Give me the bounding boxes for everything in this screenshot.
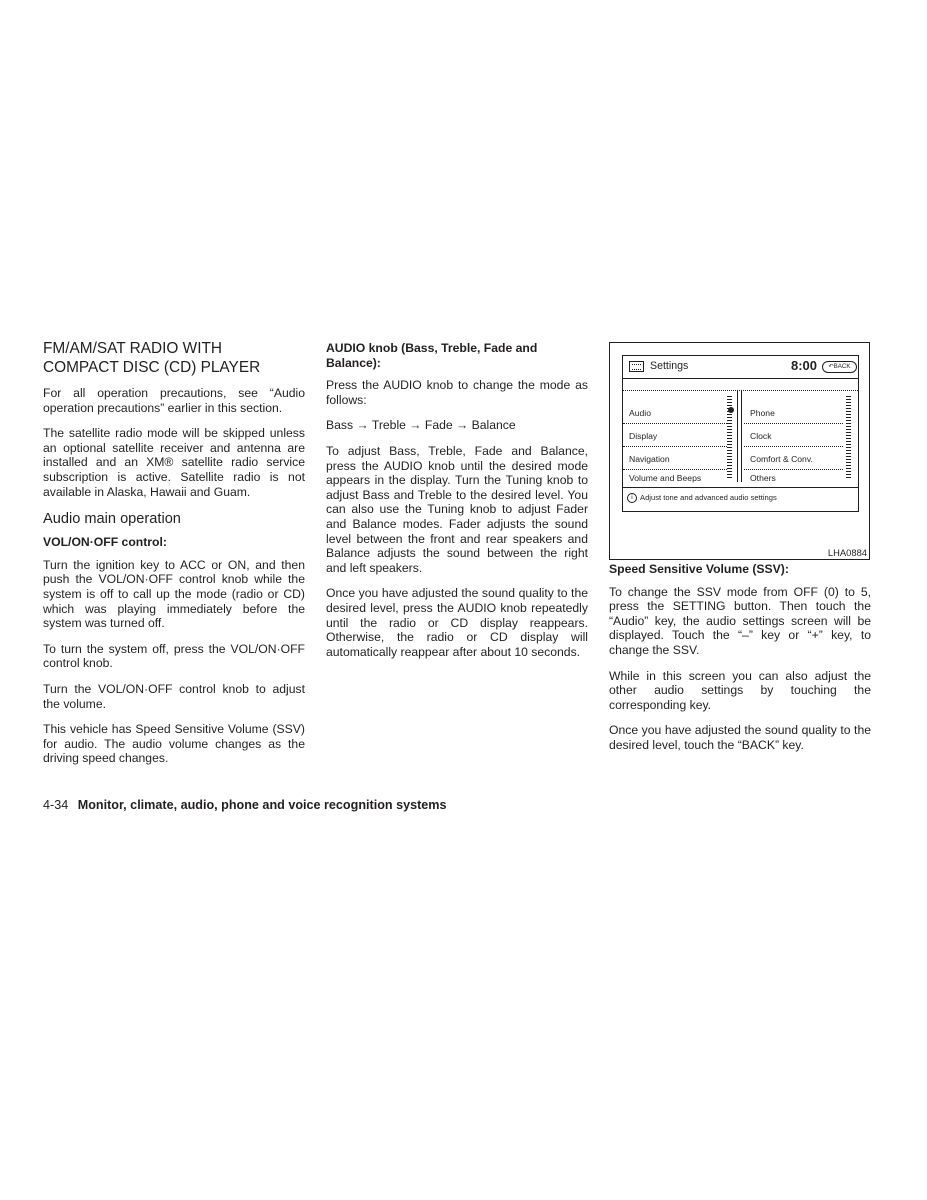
back-arrow-icon: ↶ — [828, 363, 834, 370]
scroll-position-knob[interactable] — [728, 407, 734, 413]
paragraph: Turn the VOL/ON·OFF control knob to adjust the volume. — [43, 681, 305, 711]
info-icon: i — [627, 493, 637, 503]
settings-screen-figure — [609, 342, 870, 560]
paragraph: To turn the system off, press the VOL/ON·OFF control knob. — [43, 641, 305, 671]
info-text: Adjust tone and advanced audio settings — [640, 493, 777, 502]
paragraph: For all operation precautions, see “Audio operation precautions” earlier in this section. — [43, 386, 305, 415]
screen-title: Settings — [650, 360, 689, 372]
back-label: BACK — [833, 363, 851, 370]
back-button[interactable] — [822, 361, 857, 373]
menu-item-clock[interactable]: Clock — [744, 425, 843, 447]
vol-control-heading: VOL/ON·OFF control: — [43, 535, 167, 550]
mode-sequence: Bass → Treble → Fade → Balance — [326, 418, 516, 433]
menu-item-phone[interactable]: Phone — [744, 402, 843, 424]
column-left — [43, 340, 305, 777]
column-middle — [326, 341, 588, 670]
section-title-line1: FM/AM/SAT RADIO WITH — [43, 340, 222, 357]
audio-knob-heading: AUDIO knob (Bass, Treble, Fade and Balance): — [326, 341, 538, 370]
paragraph: To change the SSV mode from OFF (0) to 5, press the SETTING button. Then touch the “Audio” key, the audio settings screen will be displayed. Touch the “–” key or “+” key, to change the SSV. — [609, 584, 871, 657]
page-footer — [43, 798, 447, 812]
menu-item-volume-beeps[interactable]: Volume and Beeps — [629, 473, 702, 483]
menu-item-display[interactable]: Display — [623, 425, 727, 447]
clock-time: 8:00 — [791, 358, 818, 373]
menu-item-audio[interactable]: Audio — [623, 402, 727, 424]
right-scrollbar[interactable] — [846, 396, 851, 478]
figure-code: LHA0884 — [827, 547, 867, 558]
screen-header — [623, 356, 858, 379]
ssv-heading: Speed Sensitive Volume (SSV): — [609, 562, 789, 576]
settings-screen — [622, 355, 859, 512]
menu-item-navigation[interactable]: Navigation — [623, 448, 727, 470]
settings-menu-icon — [629, 361, 644, 372]
paragraph: This vehicle has Speed Sensitive Volume (SSV) for audio. The audio volume changes as the driving speed changes. — [43, 722, 305, 766]
paragraph: The satellite radio mode will be skipped unless an optional satellite receiver and antenna are installed and an XM® satellite radio service subscription is active. Satellite radio is not available in Alaska, Hawaii and Guam. — [43, 426, 305, 499]
screen-info-bar — [623, 487, 858, 512]
paragraph: To adjust Bass, Treble, Fade and Balance, press the AUDIO knob until the desired mode appears in the display. Turn the Tuning knob to adjust Bass and Treble to the desired level. You can also use the Tuning knob to adjust Fader and Balance modes. Fader adjusts the sound level between the front and rear speakers and Balance adjusts the sound between the right and left speakers. — [326, 443, 588, 575]
paragraph: Once you have adjusted the sound quality to the desired level, press the AUDIO knob repeatedly until the radio or CD display reappears. Otherwise, the radio or CD display will automatically reappear after about 10 seconds. — [326, 586, 588, 659]
paragraph: Press the AUDIO knob to change the mode as follows: — [326, 378, 588, 407]
page-number: 4-34 — [43, 798, 69, 812]
subsection-title: Audio main operation — [43, 511, 181, 528]
paragraph: Once you have adjusted the sound quality to the desired level, touch the “BACK” key. — [609, 723, 871, 752]
paragraph: Turn the ignition key to ACC or ON, and then push the VOL/ON·OFF control knob while the system is off to call up the mode (radio or CD) which was playing immediately before the system was turned off. — [43, 557, 305, 631]
menu-item-others[interactable]: Others — [750, 473, 776, 483]
column-right — [609, 562, 871, 764]
column-divider — [737, 390, 742, 482]
paragraph: While in this screen you can also adjust the other audio settings by touching the corresponding key. — [609, 668, 871, 712]
section-title — [43, 340, 305, 377]
menu-item-comfort[interactable]: Comfort & Conv. — [744, 448, 843, 470]
section-name: Monitor, climate, audio, phone and voice recognition systems — [77, 798, 447, 812]
section-title-line2: COMPACT DISC (CD) PLAYER — [43, 358, 261, 376]
